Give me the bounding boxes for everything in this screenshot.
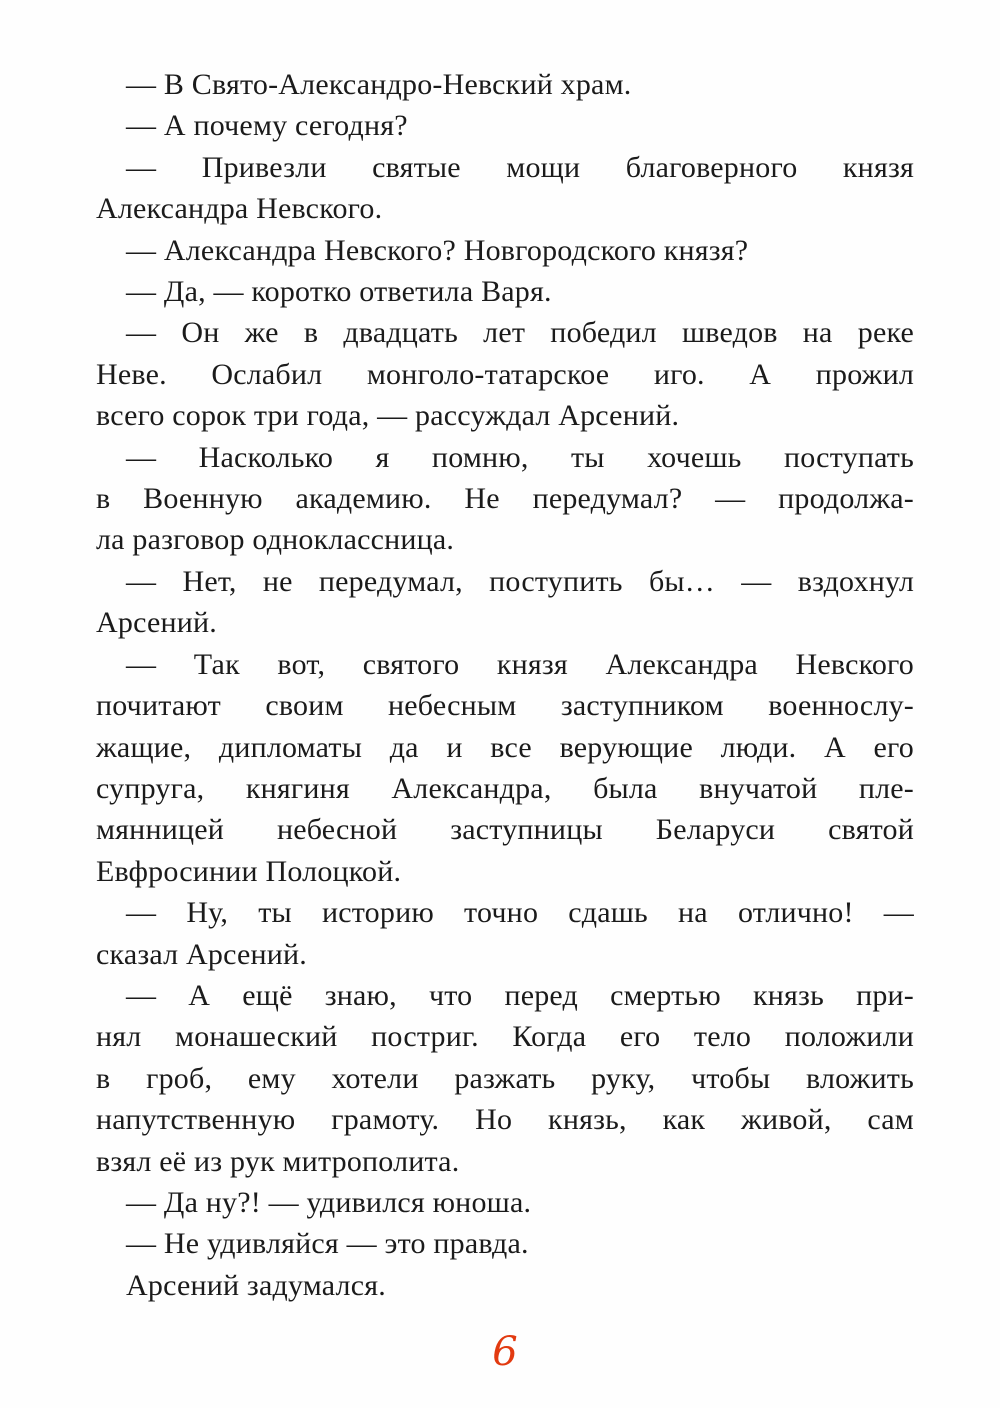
paragraph: [96, 561, 914, 644]
text-line: Неве. Ослабил монголо-татарское иго. А прожил: [96, 357, 914, 391]
text-line: Арсений задумался.: [126, 1268, 386, 1302]
text-line: — Привезли святые мощи благоверного князя: [126, 150, 914, 184]
text-line: в гроб, ему хотели разжать руку, чтобы вложить: [96, 1061, 914, 1095]
paragraph: [96, 1223, 914, 1264]
text-line: — А ещё знаю, что перед смертью князь при-: [126, 978, 914, 1012]
text-line: нял монашеский постриг. Когда его тело положили: [96, 1020, 914, 1054]
text-line: — Насколько я помню, ты хочешь поступать: [126, 440, 914, 474]
text-line: супруга, княгиня Александра, была внучатой пле-: [96, 771, 914, 805]
paragraph: [96, 975, 914, 1182]
text-line: жащие, дипломаты да и все верующие люди. А его: [96, 730, 914, 764]
text-line: — Ну, ты историю точно сдашь на отлично! —: [126, 896, 914, 930]
text-line: — В Свято-Александро-Невский храм.: [126, 68, 632, 101]
paragraph: [96, 437, 914, 561]
text-line: — Не удивляйся — это правда.: [126, 1227, 529, 1261]
text-line: ла разговор одноклассница.: [96, 523, 455, 557]
text-line: напутственную грамоту. Но князь, как живой, сам: [96, 1103, 914, 1137]
text-line: — Да, — коротко ответила Варя.: [126, 275, 552, 309]
text-line: взял её из рук митрополита.: [96, 1144, 460, 1178]
paragraph: [96, 230, 914, 271]
paragraph: [96, 147, 914, 230]
paragraph: [96, 105, 914, 146]
paragraph: [96, 1265, 914, 1306]
paragraph: [96, 271, 914, 312]
text-line: Арсений.: [96, 606, 217, 640]
paragraph: [96, 64, 914, 105]
text-line: — Да ну?! — удивился юноша.: [126, 1185, 532, 1219]
text-line: всего сорок три года, — рассуждал Арсений.: [96, 399, 680, 433]
paragraph: [96, 644, 914, 892]
text-line: Евфросинии Полоцкой.: [96, 854, 402, 888]
text-line: — Так вот, святого князя Александра Невского: [126, 647, 914, 681]
text-line: — Нет, не передумал, поступить бы… — вздохнул: [126, 564, 914, 598]
text-line: сказал Арсений.: [96, 937, 307, 971]
text-line: в Военную академию. Не передумал? — продолжа-: [96, 482, 914, 516]
text-line: Александра Невского.: [96, 192, 383, 226]
paragraph: [96, 1182, 914, 1223]
page-number: 6: [492, 1329, 518, 1376]
text-line: мянницей небесной заступницы Беларуси святой: [96, 813, 914, 847]
paragraph: [96, 892, 914, 975]
text-line: — Александра Невского? Новгородского князя?: [126, 233, 749, 267]
text-line: — Он же в двадцать лет победил шведов на реке: [126, 316, 914, 350]
paragraph: [96, 312, 914, 436]
text-line: — А почему сегодня?: [126, 109, 408, 143]
text-block: [96, 64, 914, 1306]
text-line: почитают своим небесным заступником военнослу-: [96, 689, 914, 723]
